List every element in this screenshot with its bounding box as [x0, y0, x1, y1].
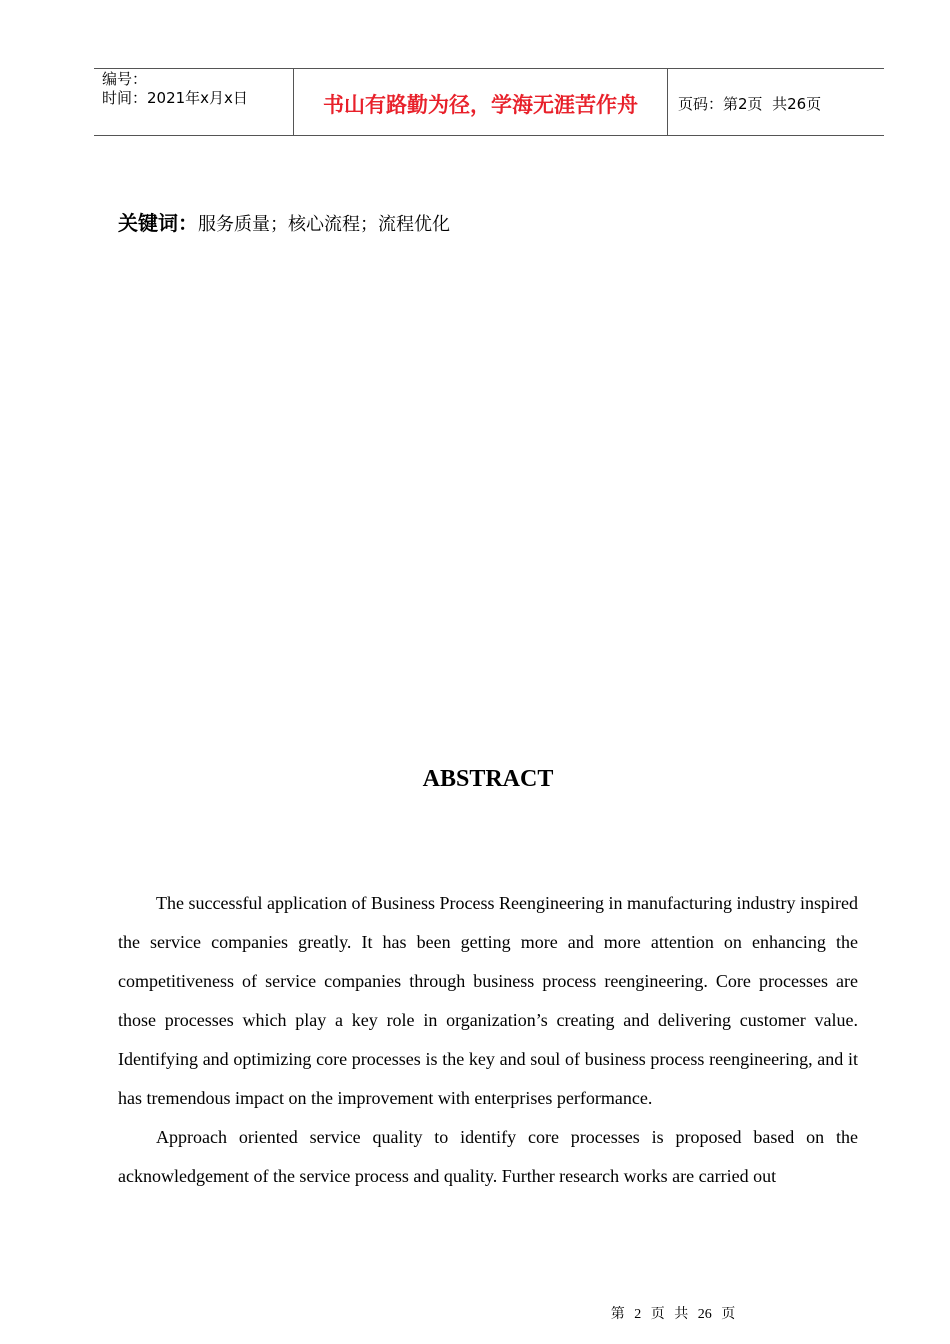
- time-label: 时间：2021年x月x日: [102, 89, 248, 107]
- page-footer: 第 2 页 共 26 页: [610, 1307, 736, 1322]
- header-meta: [94, 69, 294, 135]
- abstract-paragraph: Approach oriented service quality to identify core processes is proposed based on the acknowledgement of the service process and quality. Further research works are carried out: [118, 1127, 858, 1186]
- keywords-value: 服务质量；核心流程；流程优化: [198, 214, 450, 235]
- abstract-paragraph: The successful application of Business Process Reengineering in manufacturing industry inspired the service companies greatly. It has been getting more and more attention on enhancing the competitiveness of service companies through business process reengineering. Core processes are those processes which play a key role in organization’s creating and delivering customer value. Identifying and optimizing core processes is the key and soul of business process reengineering, and it has tremendous impact on the improvement with enterprises performance.: [118, 893, 858, 1108]
- keywords-label: 关键词：: [118, 211, 198, 235]
- abstract-body: [118, 884, 858, 1196]
- abstract-title: ABSTRACT: [422, 766, 554, 792]
- keywords-line: [118, 207, 450, 236]
- header-page-info: 页码：第2页 共26页: [678, 94, 822, 113]
- serial-number-label: 编号：: [102, 70, 148, 88]
- page-header: [94, 68, 884, 136]
- header-motto: 书山有路勤为径，学海无涯苦作舟: [294, 69, 668, 135]
